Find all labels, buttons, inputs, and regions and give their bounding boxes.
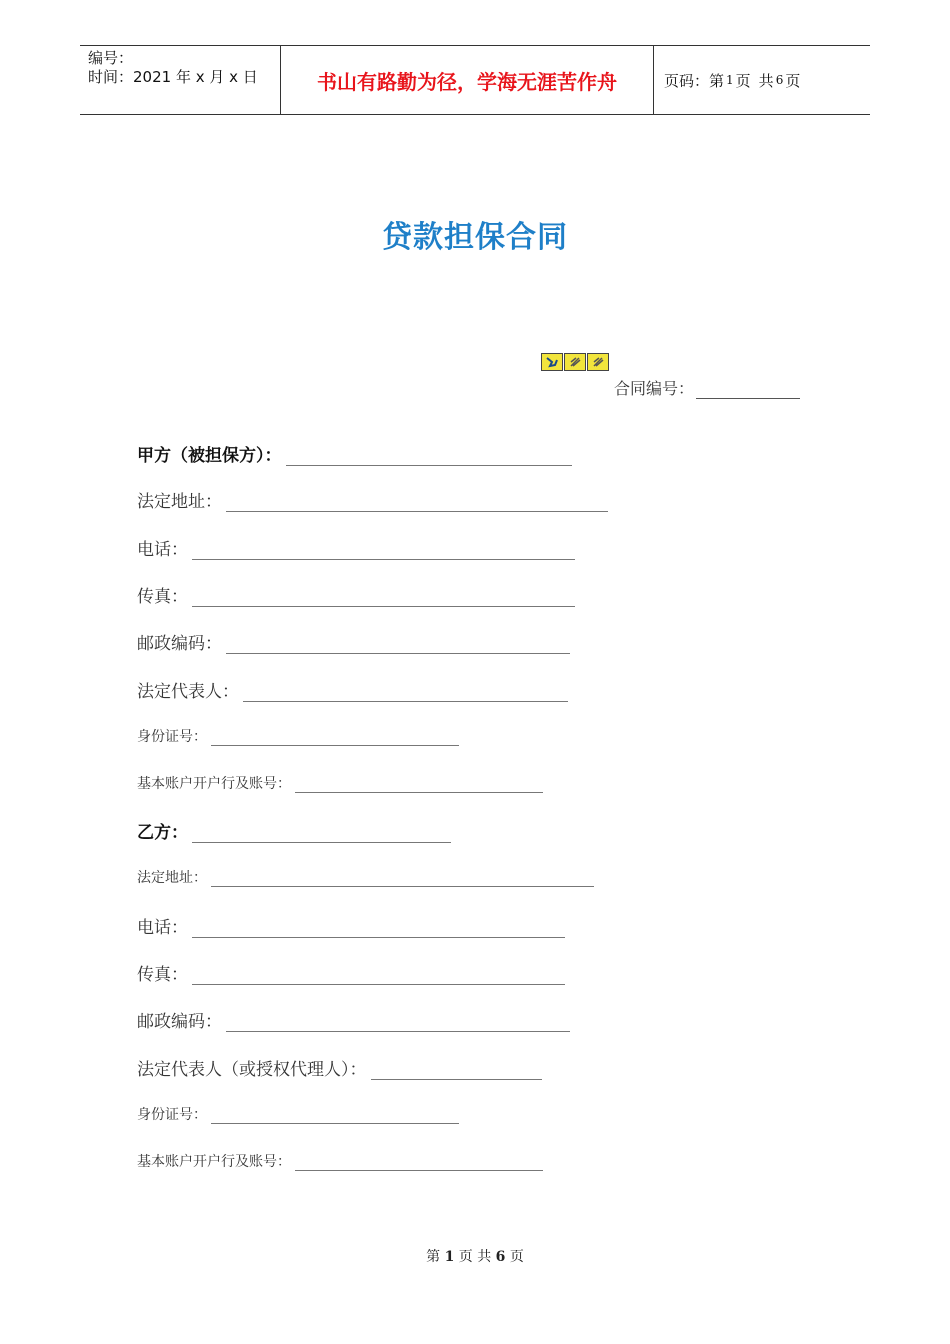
page-footer [0,1246,950,1266]
document-title: 贷款担保合同 [382,220,568,255]
footer-prefix: 第 [426,1249,441,1265]
page-total-prefix: 共 [758,71,774,90]
party-a-legal-rep-field [137,677,568,702]
toolbar-icons [541,353,609,371]
party-a-name-blank[interactable] [286,451,572,466]
party-b-address-label: 法定地址： [137,870,207,886]
party-a-address-blank[interactable] [226,497,608,512]
header-page-info [654,46,870,114]
contract-number-field [614,376,800,399]
party-a-id-blank[interactable] [211,731,459,746]
party-a-address-field [137,487,608,512]
party-b-postcode-label: 邮政编码： [137,1012,222,1032]
party-b-bank-blank[interactable] [295,1156,543,1171]
footer-total-pages: 6 [495,1249,506,1265]
party-b-bank-field [137,1151,543,1171]
page-mid: 页 [735,71,751,90]
yellow-note-icon[interactable] [564,353,586,371]
party-b-name-blank[interactable] [192,828,451,843]
footer-mid: 页 共 [458,1249,492,1265]
document-number-label: 编号： [88,49,134,67]
party-a-postcode-blank[interactable] [226,639,570,654]
party-b-id-label: 身份证号： [137,1107,207,1123]
party-b-address-field [137,867,594,887]
yellow-note-icon[interactable] [541,353,563,371]
page-suffix: 页 [785,71,801,90]
party-a-id-field [137,726,459,746]
party-b-postcode-blank[interactable] [226,1017,570,1032]
party-b-id-field [137,1104,459,1124]
party-a-legal-rep-label: 法定代表人： [137,682,239,702]
party-b-fax-label: 传真： [137,965,188,985]
party-a-phone-blank[interactable] [192,545,575,560]
party-b-phone-blank[interactable] [192,923,565,938]
yellow-note-icon[interactable] [587,353,609,371]
party-b-legal-rep-field [137,1055,542,1080]
party-a-heading: 甲方（被担保方）： [137,446,282,466]
party-b-bank-label: 基本账户开户行及账号： [137,1154,291,1170]
party-b-legal-rep-label: 法定代表人（或授权代理人）： [137,1060,367,1080]
party-a-phone-field [137,535,575,560]
party-a-fax-field [137,582,575,607]
contract-number-blank[interactable] [696,382,800,399]
party-b-phone-label: 电话： [137,918,188,938]
footer-suffix: 页 [509,1249,524,1265]
footer-current-page: 1 [444,1249,455,1265]
party-a-phone-label: 电话： [137,540,188,560]
party-a-postcode-field [137,629,570,654]
page-prefix: 页码：第 [664,71,725,90]
party-a-bank-label: 基本账户开户行及账号： [137,776,291,792]
contract-number-label: 合同编号： [614,379,695,398]
party-b-phone-field [137,913,565,938]
party-b-fax-field [137,960,565,985]
party-a-fax-blank[interactable] [192,592,575,607]
header-meta [80,46,281,114]
party-b-heading: 乙方： [137,823,188,843]
party-b-address-blank[interactable] [211,872,594,887]
party-b-id-blank[interactable] [211,1109,459,1124]
party-a-id-label: 身份证号： [137,729,207,745]
party-a-address-label: 法定地址： [137,492,222,512]
party-b-heading-field [137,818,451,843]
party-a-heading-field [137,441,572,466]
party-b-fax-blank[interactable] [192,970,565,985]
party-a-fax-label: 传真： [137,587,188,607]
header-motto: 书山有路勤为径，学海无涯苦作舟 [281,46,654,114]
party-b-postcode-field [137,1007,570,1032]
page-total: 6 [775,73,784,87]
document-time: 时间：2021 年 x 月 x 日 [88,68,258,86]
party-a-bank-field [137,773,543,793]
party-a-legal-rep-blank[interactable] [243,687,568,702]
party-b-legal-rep-blank[interactable] [371,1065,542,1080]
party-a-bank-blank[interactable] [295,778,543,793]
party-a-postcode-label: 邮政编码： [137,634,222,654]
page-current: 1 [726,73,734,87]
document-header [80,45,870,115]
